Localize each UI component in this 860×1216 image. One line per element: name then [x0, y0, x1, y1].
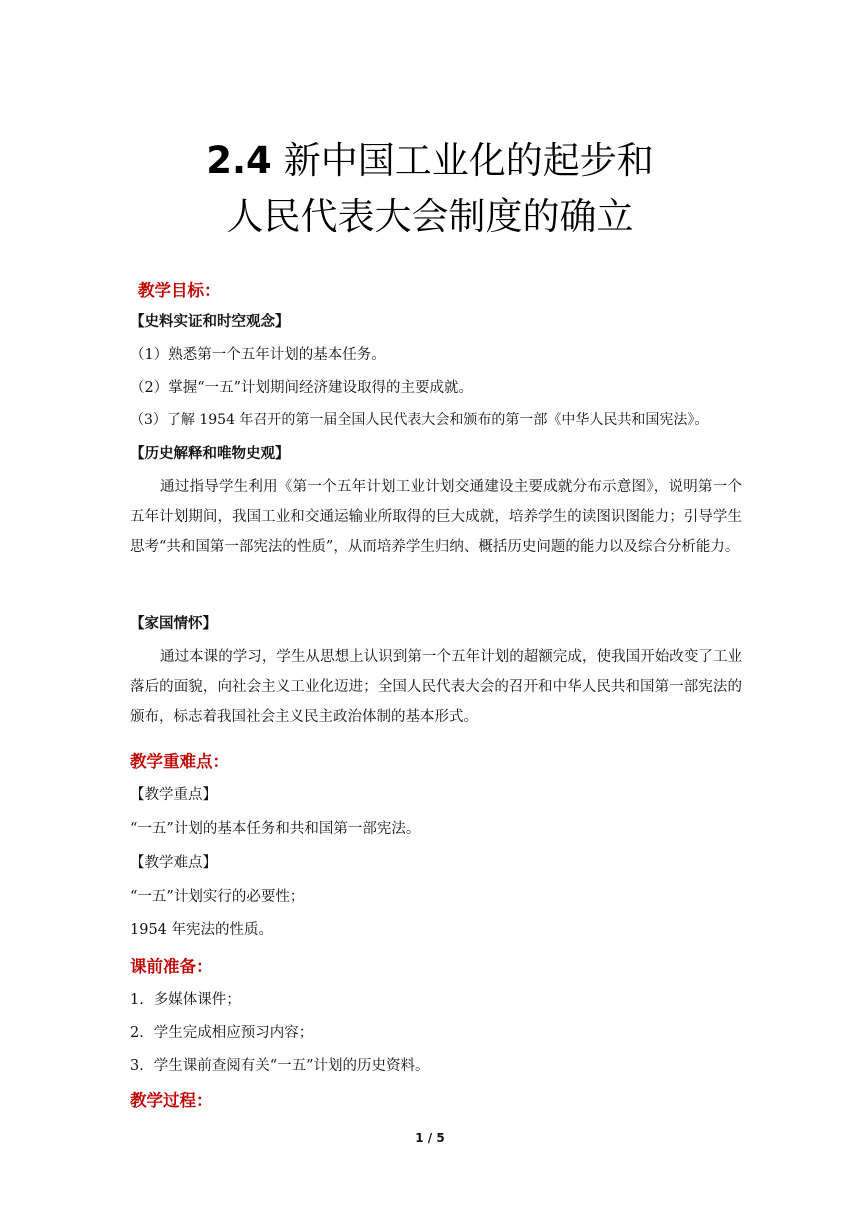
- objective-item-2: （2）掌握“一五”计划期间经济建设取得的主要成就。: [130, 380, 474, 396]
- document-title: [0, 133, 860, 245]
- section-label-interpretation: 【历史解释和唯物史观】: [130, 446, 290, 462]
- section-label-evidence: 【史料实证和时空观念】: [130, 314, 290, 330]
- objectives-heading: 教学目标：: [138, 281, 221, 300]
- process-heading: 教学过程：: [130, 1091, 213, 1110]
- section-label-patriotism: 【家国情怀】: [130, 616, 217, 632]
- preparation-item-2: 2．学生完成相应预习内容；: [130, 1025, 314, 1041]
- lesson-number: 2.4: [206, 139, 272, 182]
- difficulty-item-1: “一五”计划实行的必要性；: [130, 889, 305, 905]
- focus-text: “一五”计划的基本任务和共和国第一部宪法。: [130, 821, 421, 837]
- key-points-heading: 教学重难点：: [130, 752, 229, 771]
- preparation-item-1: 1．多媒体课件；: [130, 992, 241, 1008]
- patriotism-paragraph: 通过本课的学习，学生从思想上认识到第一个五年计划的超额完成，使我国开始改变了工业落后的面貌，向社会主义工业化迈进；全国人民代表大会的召开和中华人民共和国第一部宪法的颁布，标志着我国社会主义民主政治体制的基本形式。: [130, 649, 742, 725]
- preparation-heading: 课前准备：: [130, 957, 213, 976]
- objective-item-1: （1）熟悉第一个五年计划的基本任务。: [130, 347, 386, 363]
- title-line-2: 人民代表大会制度的确立: [226, 195, 634, 238]
- title-text-1: 新中国工业化的起步和: [283, 139, 654, 182]
- difficulty-item-2: 1954 年宪法的性质。: [130, 922, 274, 938]
- objective-item-3: （3）了解 1954 年召开的第一届全国人民代表大会和颁布的第一部《中华人民共和国宪法》。: [130, 412, 709, 428]
- difficulty-label: 【教学难点】: [130, 855, 217, 871]
- page-number: 1 / 5: [415, 1131, 445, 1145]
- focus-label: 【教学重点】: [130, 787, 217, 803]
- title-line-1: [0, 133, 860, 189]
- preparation-item-3: 3．学生课前查阅有关“一五”计划的历史资料。: [130, 1058, 430, 1074]
- interpretation-paragraph: 通过指导学生利用《第一个五年计划工业计划交通建设主要成就分布示意图》，说明第一个五年计划期间，我国工业和交通运输业所取得的巨大成就，培养学生的读图识图能力；引导学生思考“共和国第一部宪法的性质”，从而培养学生归纳、概括历史问题的能力以及综合分析能力。: [130, 479, 742, 555]
